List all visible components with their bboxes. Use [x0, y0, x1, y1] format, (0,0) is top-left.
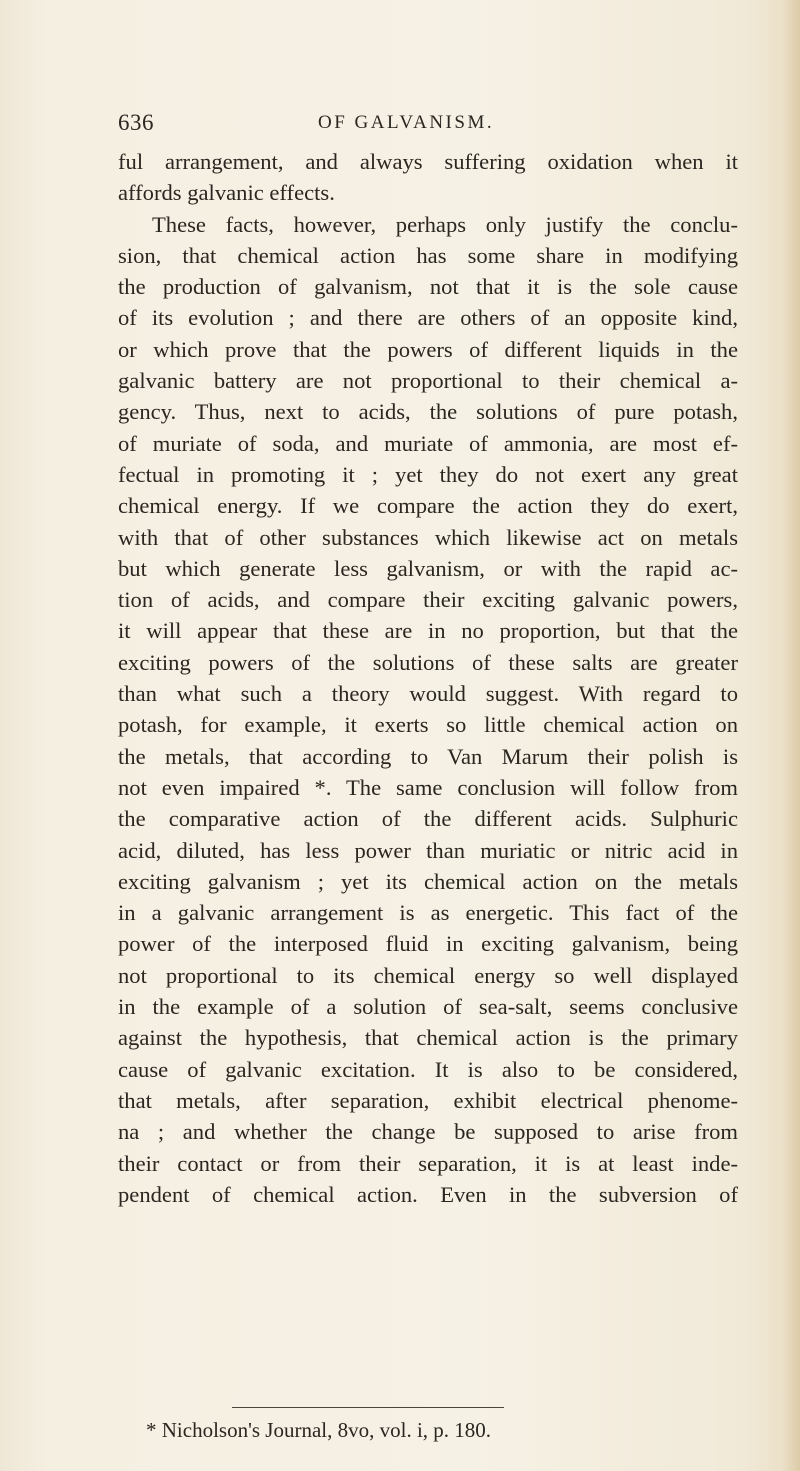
text-line: na ; and whether the change be supposed to arise from [118, 1119, 738, 1145]
text-line: affords galvanic effects. [118, 180, 335, 206]
text-line: power of the interposed fluid in exciting galvanism, being [118, 931, 738, 957]
text-line: it will appear that these are in no proportion, but that the [118, 618, 738, 644]
text-line: potash, for example, it exerts so little chemical action on [118, 712, 738, 738]
text-line: that metals, after separation, exhibit electrical phenome- [118, 1087, 738, 1113]
text-line: of its evolution ; and there are others of an opposite kind, [118, 305, 738, 331]
text-line: in the example of a solution of sea-salt, seems conclusive [118, 994, 738, 1020]
body-text [118, 146, 738, 1210]
footnote: * Nicholson's Journal, 8vo, vol. i, p. 180. [146, 1418, 492, 1442]
text-line: not even impaired *. The same conclusion will follow from [118, 774, 738, 800]
page-edge-shadow [782, 0, 800, 1471]
text-line: or which prove that the powers of different liquids in the [118, 336, 738, 362]
text-line: chemical energy. If we compare the action they do exert, [118, 493, 738, 519]
text-line: their contact or from their separation, it is at least inde- [118, 1150, 738, 1176]
text-line: cause of galvanic excitation. It is also to be considered, [118, 1056, 738, 1082]
text-line: the comparative action of the different acids. Sulphuric [118, 806, 738, 832]
page-header [118, 110, 738, 140]
text-line: gency. Thus, next to acids, the solutions of pure potash, [118, 399, 738, 425]
text-line: the metals, that according to Van Marum their polish is [118, 743, 738, 769]
text-line: exciting powers of the solutions of these salts are greater [118, 649, 738, 675]
text-line: but which generate less galvanism, or with the rapid ac- [118, 555, 738, 581]
text-line: galvanic battery are not proportional to their chemical a- [118, 368, 738, 394]
text-line: sion, that chemical action has some share in modifying [118, 242, 738, 268]
text-line: with that of other substances which likewise act on metals [118, 524, 738, 550]
text-line: pendent of chemical action. Even in the subversion of [118, 1181, 738, 1207]
text-line: the production of galvanism, not that it is the sole cause [118, 274, 738, 300]
page-number: 636 [118, 110, 154, 135]
text-line: against the hypothesis, that chemical action is the primary [118, 1025, 738, 1051]
text-line: fectual in promoting it ; yet they do not exert any great [118, 461, 738, 487]
text-line: ful arrangement, and always suffering oxidation when it [118, 149, 738, 174]
text-line: in a galvanic arrangement is as energetic. This fact of the [118, 900, 738, 926]
text-line: not proportional to its chemical energy so well displayed [118, 962, 738, 988]
text-line: than what such a theory would suggest. With regard to [118, 681, 738, 707]
running-head: OF GALVANISM. [318, 112, 495, 133]
text-line: exciting galvanism ; yet its chemical action on the metals [118, 868, 738, 894]
text-line: tion of acids, and compare their exciting galvanic powers, [118, 587, 738, 613]
text-line: of muriate of soda, and muriate of ammonia, are most ef- [118, 430, 738, 456]
text-line: These facts, however, perhaps only justify the conclu- [152, 211, 738, 237]
footnote-rule [232, 1407, 504, 1408]
text-line: acid, diluted, has less power than muriatic or nitric acid in [118, 837, 738, 863]
